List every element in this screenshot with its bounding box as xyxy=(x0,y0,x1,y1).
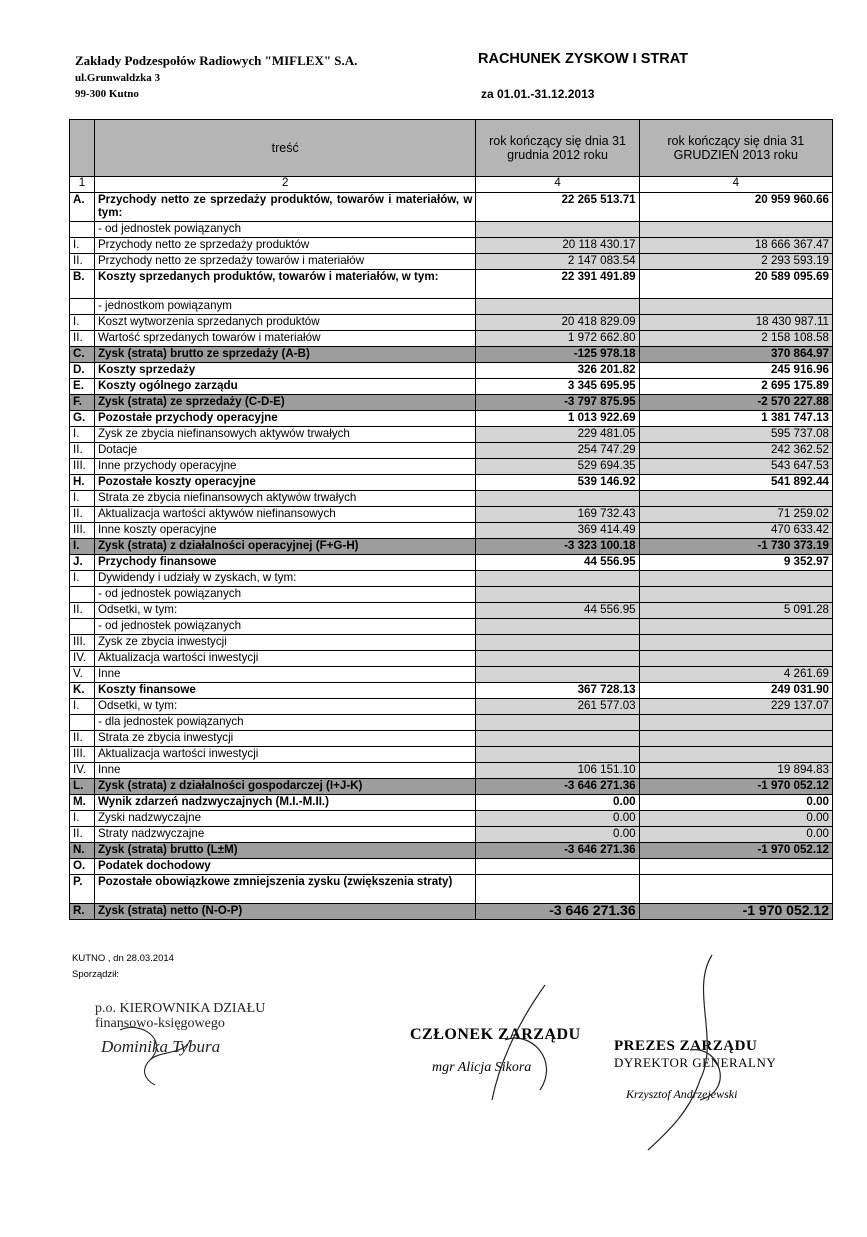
row-id: P. xyxy=(70,875,95,904)
row-id: II. xyxy=(70,731,95,747)
row-id: II. xyxy=(70,443,95,459)
row-description: Wynik zdarzeń nadzwyczajnych (M.I.-M.II.) xyxy=(94,795,476,811)
row-value-2012: -3 646 271.36 xyxy=(476,843,639,859)
row-value-2013: 595 737.08 xyxy=(639,427,832,443)
colnum-1: 1 xyxy=(70,177,95,193)
row-description: Koszty ogólnego zarządu xyxy=(94,379,476,395)
row-value-2013: 2 293 593.19 xyxy=(639,254,832,270)
row-description: Koszty finansowe xyxy=(94,683,476,699)
prepared-by-label: Sporządził: xyxy=(72,969,119,980)
signature-board-member-title: CZŁONEK ZARZĄDU xyxy=(410,1026,581,1043)
row-description: Koszty sprzedaży xyxy=(94,363,476,379)
row-value-2013: 18 430 987.11 xyxy=(639,315,832,331)
row-value-2012: -3 646 271.36 xyxy=(476,904,639,920)
row-id: II. xyxy=(70,827,95,843)
row-value-2012: 1 972 662.80 xyxy=(476,331,639,347)
place-date: KUTNO , dn 28.03.2014 xyxy=(72,953,174,964)
row-description: Wartość sprzedanych towarów i materiałów xyxy=(94,331,476,347)
row-value-2012: -3 646 271.36 xyxy=(476,779,639,795)
signature-scribble-left xyxy=(120,1027,190,1085)
row-description: Dywidendy i udziały w zyskach, w tym: xyxy=(94,571,476,587)
row-value-2012: 367 728.13 xyxy=(476,683,639,699)
row-value-2013: 249 031.90 xyxy=(639,683,832,699)
signature-president-subtitle: DYREKTOR GENERALNY xyxy=(614,1055,777,1070)
header-2013: rok kończący się dnia 31 GRUDZIEŃ 2013 roku xyxy=(639,120,832,177)
row-value-2012: 539 146.92 xyxy=(476,475,639,491)
row-description: Odsetki, w tym: xyxy=(94,603,476,619)
colnum-3: 4 xyxy=(476,177,639,193)
row-value-2013: 0.00 xyxy=(639,795,832,811)
row-description: - jednostkom powiązanym xyxy=(94,299,476,315)
row-description: Koszty sprzedanych produktów, towarów i materiałów, w tym: xyxy=(94,270,476,299)
row-value-2013: 2 695 175.89 xyxy=(639,379,832,395)
row-description: Dotacje xyxy=(94,443,476,459)
signature-scribble-right xyxy=(648,955,720,1150)
row-value-2013: 71 259.02 xyxy=(639,507,832,523)
company-name: Zakłady Podzespołów Radiowych "MIFLEX" S.A. xyxy=(75,53,358,68)
row-description: Straty nadzwyczajne xyxy=(94,827,476,843)
signature-accounting-line2: finansowo-księgowego xyxy=(95,1016,225,1031)
row-value-2012: 22 391 491.89 xyxy=(476,270,639,299)
company-street: ul.Grunwaldzka 3 xyxy=(75,72,160,84)
row-value-2012: 106 151.10 xyxy=(476,763,639,779)
row-value-2013: 245 916.96 xyxy=(639,363,832,379)
row-id: II. xyxy=(70,331,95,347)
row-description: - od jednostek powiązanych xyxy=(94,222,476,238)
row-id: I. xyxy=(70,699,95,715)
row-id: E. xyxy=(70,379,95,395)
row-id: I. xyxy=(70,571,95,587)
row-description: Koszt wytworzenia sprzedanych produktów xyxy=(94,315,476,331)
row-value-2013: 543 647.53 xyxy=(639,459,832,475)
row-description: Zysk (strata) ze sprzedaży (C-D-E) xyxy=(94,395,476,411)
signature-scribble-middle xyxy=(492,985,547,1100)
row-id: V. xyxy=(70,667,95,683)
row-description: Strata ze zbycia inwestycji xyxy=(94,731,476,747)
row-value-2013: 1 381 747.13 xyxy=(639,411,832,427)
row-value-2013: 541 892.44 xyxy=(639,475,832,491)
row-value-2013: -2 570 227.88 xyxy=(639,395,832,411)
row-value-2013: 4 261.69 xyxy=(639,667,832,683)
row-value-2013: -1 970 052.12 xyxy=(639,843,832,859)
row-value-2012: 2 147 083.54 xyxy=(476,254,639,270)
row-description: Podatek dochodowy xyxy=(94,859,476,875)
row-description: Zyski nadzwyczajne xyxy=(94,811,476,827)
row-id: L. xyxy=(70,779,95,795)
row-id: C. xyxy=(70,347,95,363)
row-value-2012: -3 797 875.95 xyxy=(476,395,639,411)
document-title: RACHUNEK ZYSKOW I STRAT xyxy=(478,51,688,67)
row-value-2012: 261 577.03 xyxy=(476,699,639,715)
row-description: Aktualizacja wartości inwestycji xyxy=(94,747,476,763)
row-description: Inne xyxy=(94,667,476,683)
document-period: za 01.01.-31.12.2013 xyxy=(481,87,595,101)
row-id: II. xyxy=(70,254,95,270)
company-city: 99-300 Kutno xyxy=(75,88,139,100)
row-value-2012: 169 732.43 xyxy=(476,507,639,523)
row-id: II. xyxy=(70,507,95,523)
row-id: H. xyxy=(70,475,95,491)
row-description: Pozostałe przychody operacyjne xyxy=(94,411,476,427)
row-value-2012: -3 323 100.18 xyxy=(476,539,639,555)
row-id: III. xyxy=(70,747,95,763)
row-id: B. xyxy=(70,270,95,299)
row-value-2012: -125 978.18 xyxy=(476,347,639,363)
row-id: R. xyxy=(70,904,95,920)
signature-president-title: PREZES ZARZĄDU xyxy=(614,1038,758,1054)
row-value-2013: 242 362.52 xyxy=(639,443,832,459)
row-id: I. xyxy=(70,539,95,555)
row-id: III. xyxy=(70,459,95,475)
row-value-2012: 1 013 922.69 xyxy=(476,411,639,427)
row-value-2013: -1 970 052.12 xyxy=(639,904,832,920)
row-description: Inne przychody operacyjne xyxy=(94,459,476,475)
row-description: Zysk (strata) brutto (L±M) xyxy=(94,843,476,859)
row-description: Aktualizacja wartości inwestycji xyxy=(94,651,476,667)
row-value-2013: 20 589 095.69 xyxy=(639,270,832,299)
row-id: III. xyxy=(70,523,95,539)
row-value-2013: 0.00 xyxy=(639,827,832,843)
row-id: III. xyxy=(70,635,95,651)
row-value-2012: 0.00 xyxy=(476,827,639,843)
row-description: Zysk (strata) brutto ze sprzedaży (A-B) xyxy=(94,347,476,363)
row-id: F. xyxy=(70,395,95,411)
row-value-2012: 22 265 513.71 xyxy=(476,193,639,222)
row-id: IV. xyxy=(70,651,95,667)
row-description: Aktualizacja wartości aktywów niefinansowych xyxy=(94,507,476,523)
row-value-2012: 44 556.95 xyxy=(476,603,639,619)
row-value-2013: 18 666 367.47 xyxy=(639,238,832,254)
row-value-2013: 470 633.42 xyxy=(639,523,832,539)
row-description: Przychody netto ze sprzedaży produktów xyxy=(94,238,476,254)
row-description: Zysk ze zbycia niefinansowych aktywów trwałych xyxy=(94,427,476,443)
row-id: I. xyxy=(70,491,95,507)
row-id: N. xyxy=(70,843,95,859)
signature-board-member-name: mgr Alicja Sikora xyxy=(432,1060,532,1075)
row-value-2012: 529 694.35 xyxy=(476,459,639,475)
row-description: Inne xyxy=(94,763,476,779)
row-value-2012: 20 118 430.17 xyxy=(476,238,639,254)
row-id: I. xyxy=(70,315,95,331)
row-id: G. xyxy=(70,411,95,427)
row-id: A. xyxy=(70,193,95,222)
row-id: I. xyxy=(70,427,95,443)
row-value-2012: 369 414.49 xyxy=(476,523,639,539)
row-value-2012: 20 418 829.09 xyxy=(476,315,639,331)
row-value-2013: 9 352.97 xyxy=(639,555,832,571)
row-id: IV. xyxy=(70,763,95,779)
row-description: Zysk (strata) z działalności operacyjnej (F+G-H) xyxy=(94,539,476,555)
row-description: Przychody finansowe xyxy=(94,555,476,571)
row-value-2013: -1 730 373.19 xyxy=(639,539,832,555)
row-description: Zysk (strata) netto (N-O-P) xyxy=(94,904,476,920)
row-value-2013: -1 970 052.12 xyxy=(639,779,832,795)
row-value-2012: 0.00 xyxy=(476,811,639,827)
row-value-2012: 254 747.29 xyxy=(476,443,639,459)
row-description: Odsetki, w tym: xyxy=(94,699,476,715)
row-value-2013: 19 894.83 xyxy=(639,763,832,779)
row-description: Inne koszty operacyjne xyxy=(94,523,476,539)
header-desc: treść xyxy=(94,120,476,177)
row-id: M. xyxy=(70,795,95,811)
row-value-2012: 3 345 695.95 xyxy=(476,379,639,395)
row-value-2012: 229 481.05 xyxy=(476,427,639,443)
row-description: - dla jednostek powiązanych xyxy=(94,715,476,731)
row-value-2013: 0.00 xyxy=(639,811,832,827)
signature-president-name: Krzysztof Andrzejewski xyxy=(626,1087,738,1101)
row-id: K. xyxy=(70,683,95,699)
row-description: Przychody netto ze sprzedaży towarów i materiałów xyxy=(94,254,476,270)
row-description: Strata ze zbycia niefinansowych aktywów trwałych xyxy=(94,491,476,507)
row-description: Pozostałe obowiązkowe zmniejszenia zysku (zwiększenia straty) xyxy=(94,875,476,904)
row-id: II. xyxy=(70,603,95,619)
row-value-2013: 229 137.07 xyxy=(639,699,832,715)
row-id: I. xyxy=(70,811,95,827)
header-2012: rok kończący się dnia 31 grudnia 2012 roku xyxy=(476,120,639,177)
row-description: Pozostałe koszty operacyjne xyxy=(94,475,476,491)
row-value-2012: 0.00 xyxy=(476,795,639,811)
row-id: D. xyxy=(70,363,95,379)
signature-accounting-line1: p.o. KIEROWNIKA DZIAŁU xyxy=(95,1001,266,1016)
row-value-2013: 5 091.28 xyxy=(639,603,832,619)
signature-accounting-name: Dominika Tybura xyxy=(101,1037,221,1056)
row-id: J. xyxy=(70,555,95,571)
row-value-2013: 370 864.97 xyxy=(639,347,832,363)
row-value-2012: 326 201.82 xyxy=(476,363,639,379)
row-description: - od jednostek powiązanych xyxy=(94,619,476,635)
row-description: Przychody netto ze sprzedaży produktów, towarów i materiałów, w tym: xyxy=(94,193,476,222)
row-description: - od jednostek powiązanych xyxy=(94,587,476,603)
colnum-2: 2 xyxy=(94,177,476,193)
row-value-2012: 44 556.95 xyxy=(476,555,639,571)
row-id: I. xyxy=(70,238,95,254)
row-value-2013: 20 959 960.66 xyxy=(639,193,832,222)
row-value-2013: 2 158 108.58 xyxy=(639,331,832,347)
colnum-4: 4 xyxy=(639,177,832,193)
row-description: Zysk (strata) z działalności gospodarczej (I+J-K) xyxy=(94,779,476,795)
row-id: O. xyxy=(70,859,95,875)
row-description: Zysk ze zbycia inwestycji xyxy=(94,635,476,651)
